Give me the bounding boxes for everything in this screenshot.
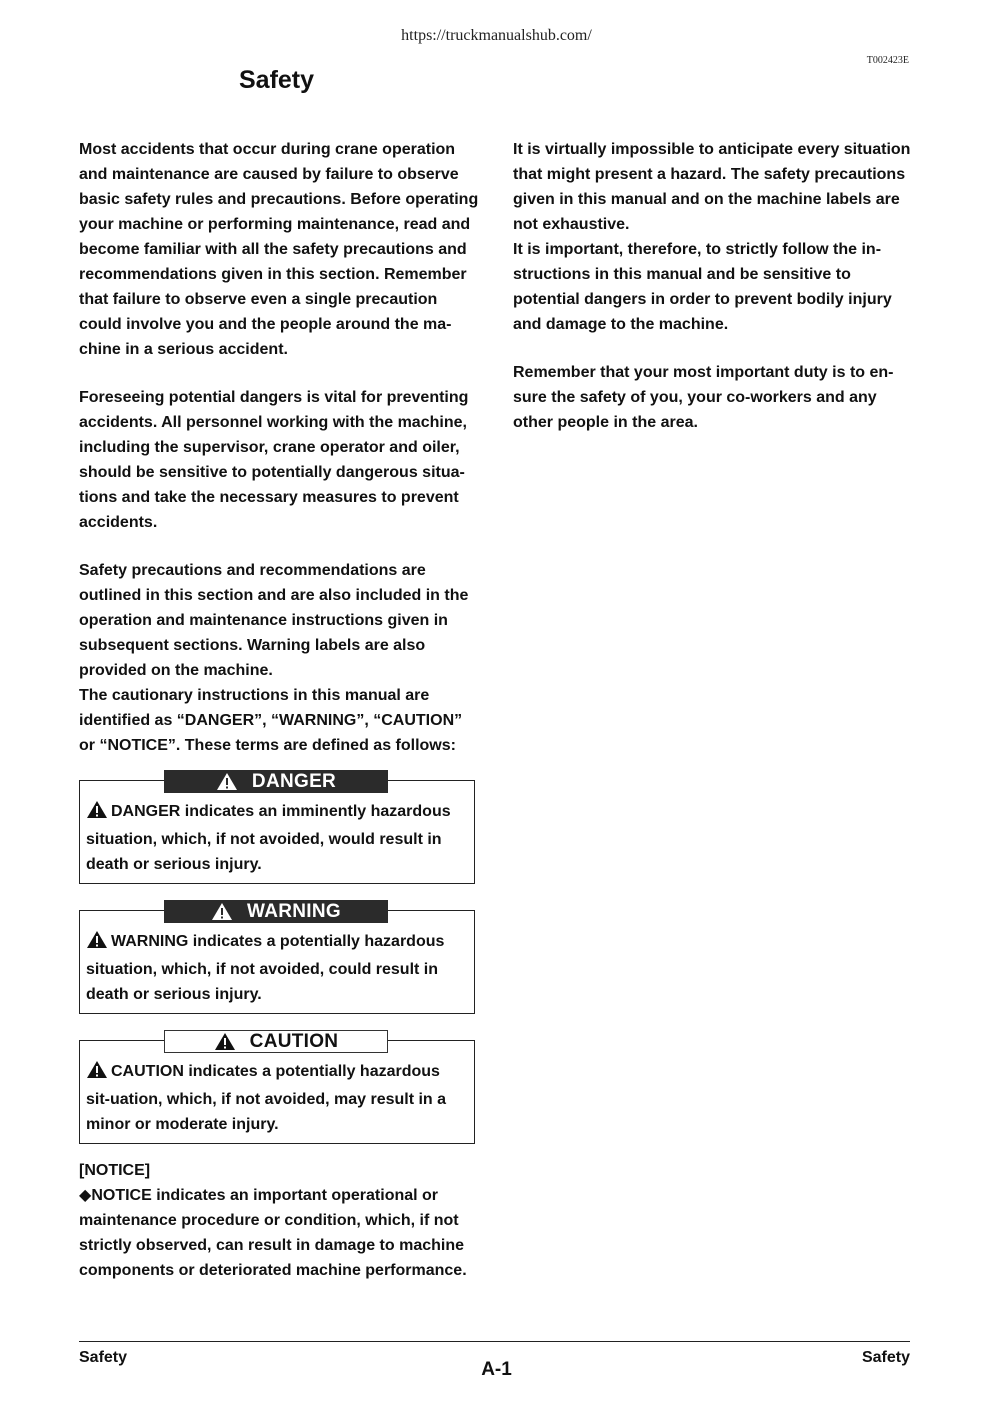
warning-triangle-icon (211, 902, 233, 921)
danger-description (86, 799, 468, 877)
warning-description (86, 929, 468, 1007)
caution-description (86, 1059, 468, 1137)
footer-right-label: Safety (861, 1349, 910, 1366)
footer-divider (79, 1341, 910, 1342)
follow-instructions-paragraph: It is important, therefore, to strictly follow the in-structions in this manual and be sensitive to potential dangers in order to prevent bodily injury and damage to the machine. (513, 241, 892, 333)
caution-text: CAUTION indicates a potentially hazardous sit-uation, which, if not avoided, may result in a minor or moderate injury. (86, 1063, 447, 1133)
warning-triangle-icon (216, 772, 238, 791)
page-title: Safety (239, 66, 315, 94)
cautionary-terms-paragraph: The cautionary instructions in this manual are identified as “DANGER”, “WARNING”, “CAUTION” or “NOTICE”. These terms are defined as follows: (79, 687, 463, 754)
warning-label (164, 900, 388, 923)
warning-box (79, 910, 475, 1014)
warning-text: WARNING indicates a potentially hazardous situation, which, if not avoided, could result in death or serious injury. (86, 933, 445, 1003)
right-column (513, 137, 913, 435)
caution-label (164, 1030, 388, 1053)
warning-block (79, 900, 479, 1014)
danger-box (79, 780, 475, 884)
warning-label-text: WARNING (247, 900, 341, 922)
document-code: T002423E (866, 55, 909, 66)
danger-label-text: DANGER (251, 770, 337, 792)
anticipate-paragraph: It is virtually impossible to anticipate every situation that might present a hazard. The safety precautions given in this manual and on the machine labels are not exhaustive. (513, 141, 911, 233)
precautions-paragraph: Safety precautions and recommendations are outlined in this section and are also included in the operation and maintenance instructions given in subsequent sections. Warning labels are also provided on the machine. (79, 562, 469, 679)
intro-paragraph: Most accidents that occur during crane operation and maintenance are caused by failure to observe basic safety rules and precautions. Before operating your machine or performing maintenance, read and become familiar with all the safety precautions and recommendations given in this section. Remember that failure to observe even a single precaution could involve you and the people around the ma-chine in a serious accident. (79, 141, 479, 358)
danger-label (164, 770, 388, 793)
caution-box (79, 1040, 475, 1144)
page-number: A-1 (481, 1359, 512, 1380)
footer-left-label: Safety (79, 1349, 128, 1366)
warning-triangle-icon (214, 1032, 236, 1051)
caution-block (79, 1030, 479, 1144)
warning-triangle-icon (86, 800, 108, 827)
danger-text: DANGER indicates an imminently hazardous situation, which, if not avoided, would result in death or serious injury. (86, 803, 451, 873)
warning-triangle-icon (86, 930, 108, 957)
notice-heading: [NOTICE] (79, 1162, 151, 1179)
foreseeing-paragraph: Foreseeing potential dangers is vital for preventing accidents. All personnel working with the machine, including the supervisor, crane operator and oiler, should be sensitive to potentially dangerous situa-tions and take the necessary measures to prevent accidents. (79, 389, 469, 531)
caution-label-text: CAUTION (249, 1030, 339, 1052)
notice-text: NOTICE indicates an important operational or maintenance procedure or condition, which, if not strictly observed, can result in damage to machine components or deteriorated machine performance. (79, 1187, 467, 1279)
source-url: https://truckmanualshub.com/ (401, 27, 592, 44)
notice-description (79, 1183, 479, 1283)
left-column (79, 137, 479, 1283)
danger-block (79, 770, 479, 884)
diamond-bullet-icon: ◆ (79, 1187, 92, 1204)
warning-triangle-icon (86, 1060, 108, 1087)
important-duty-paragraph: Remember that your most important duty is to en-sure the safety of you, your co-workers and any other people in the area. (513, 364, 894, 431)
